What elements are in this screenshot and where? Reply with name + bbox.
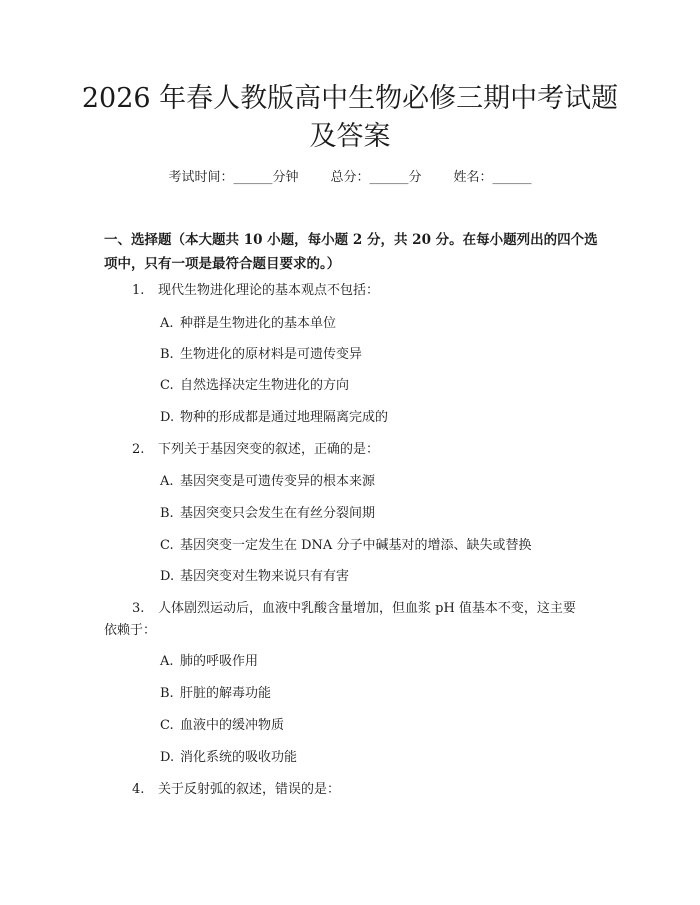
question-4 (132, 780, 340, 800)
document-title-line2: 及答案 (309, 121, 391, 152)
section-heading-line1: 一、选择题（本大题共 10 小题，每小题 2 分，共 20 分。在每小题列出的四个选 (104, 232, 598, 248)
question-number: 3. (132, 601, 145, 616)
question-stem-line1: 人体剧烈运动后，血液中乳酸含量增加，但血浆 pH 值基本不变，这主要 (158, 601, 576, 616)
option-3c: C. 血液中的缓冲物质 (160, 718, 285, 733)
option-3d: D. 消化系统的吸收功能 (160, 750, 298, 765)
question-number: 2. (132, 442, 145, 457)
question-3 (132, 599, 576, 619)
option-1b: B. 生物进化的原材料是可遗传变异 (160, 347, 363, 362)
question-number: 4. (132, 782, 145, 797)
question-3-stem-line2: 依赖于： (104, 623, 157, 638)
section-heading-line2: 项中，只有一项是最符合题目要求的。） (104, 256, 341, 272)
option-1c: C. 自然选择决定生物进化的方向 (160, 378, 350, 393)
question-number: 1. (132, 283, 145, 298)
student-name-field: 姓名：______ (453, 170, 532, 185)
option-3b: B. 肝脏的解毒功能 (160, 686, 272, 701)
question-2 (132, 440, 379, 460)
option-3a: A. 肺的呼吸作用 (160, 654, 259, 669)
question-stem: 关于反射弧的叙述，错误的是： (158, 782, 341, 797)
question-1 (132, 281, 379, 301)
option-2b: B. 基因突变只会发生在有丝分裂间期 (160, 506, 376, 521)
question-stem: 下列关于基因突变的叙述，正确的是： (158, 442, 380, 457)
exam-time-field: 考试时间：______分钟 (168, 170, 299, 185)
option-2d: D. 基因突变对生物来说只有有害 (160, 569, 350, 584)
exam-info-row (0, 168, 700, 188)
option-1a: A. 种群是生物进化的基本单位 (160, 316, 337, 331)
option-2c: C. 基因突变一定发生在 DNA 分子中碱基对的增添、缺失或替换 (160, 538, 532, 553)
total-score-field: 总分：______分 (330, 170, 422, 185)
document-title-line1: 2026 年春人教版高中生物必修三期中考试题 (81, 83, 619, 114)
question-stem: 现代生物进化理论的基本观点不包括： (158, 283, 380, 298)
option-1d: D. 物种的形成都是通过地理隔离完成的 (160, 410, 389, 425)
option-2a: A. 基因突变是可遗传变异的根本来源 (160, 474, 376, 489)
